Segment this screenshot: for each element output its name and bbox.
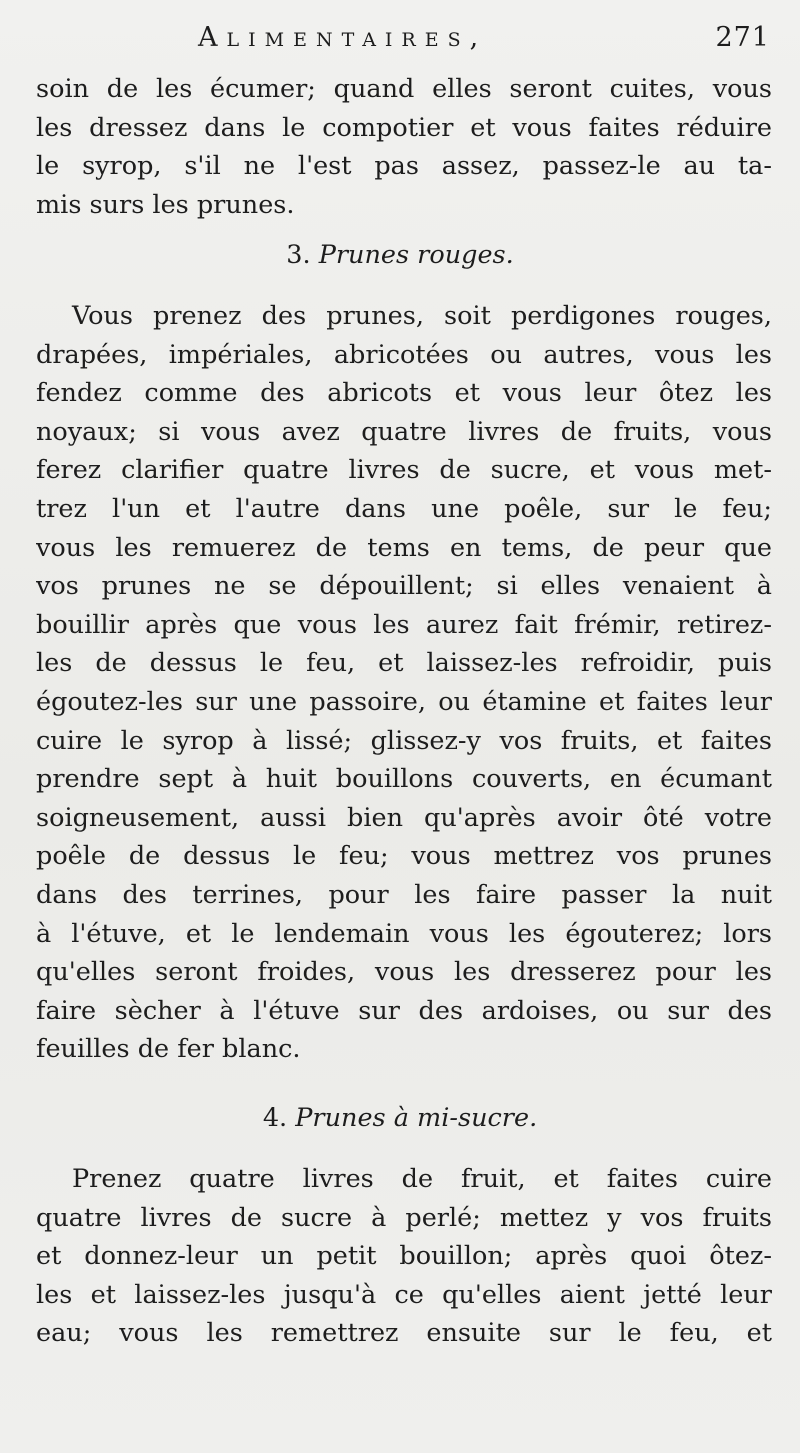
- text-line: Prenez quatre livres de fruit, et faites cuire: [72, 1164, 772, 1194]
- text-line: noyaux; si vous avez quatre livres de fruits, vous: [36, 416, 772, 447]
- text-line: et donnez-leur un petit bouillon; après quoi ôtez-: [36, 1241, 772, 1272]
- paragraph-prunes-a-mi-sucre: [36, 1160, 772, 1353]
- section-number: 3.: [286, 240, 311, 270]
- text-line: faire sècher à l'étuve sur des ardoises, ou sur des: [36, 995, 772, 1026]
- text-line: fendez comme des abricots et vous leur ôtez les: [36, 378, 772, 409]
- text-line: feuilles de fer blanc.: [36, 1034, 301, 1065]
- text-line: vous les remuerez de tems en tems, de peur que: [36, 532, 772, 563]
- text-line: vos prunes ne se dépouillent; si elles venaient à: [36, 571, 772, 602]
- text-line: cuire le syrop à lissé; glissez-y vos fruits, et faites: [36, 725, 772, 756]
- text-line: eau; vous les remettrez ensuite sur le feu, et: [36, 1318, 772, 1349]
- text-line: Vous prenez des prunes, soit perdigones rouges,: [72, 301, 772, 331]
- page-header: [0, 22, 800, 62]
- text-line: qu'elles seront froides, vous les dresserez pour les: [36, 957, 772, 988]
- text-line: les dressez dans le compotier et vous faites réduire: [36, 112, 772, 143]
- text-line: dans des terrines, pour les faire passer la nuit: [36, 879, 772, 910]
- running-title: Alimentaires,: [198, 22, 488, 53]
- section-number: 4.: [262, 1103, 288, 1133]
- section-heading-prunes-a-mi-sucre: [0, 1103, 800, 1133]
- paragraph-continued: [36, 70, 772, 224]
- section-heading-prunes-rouges: [0, 240, 800, 270]
- text-line: poêle de dessus le feu; vous mettrez vos prunes: [36, 841, 772, 872]
- section-title: Prunes à mi-sucre.: [295, 1103, 538, 1133]
- text-line: à l'étuve, et le lendemain vous les égouterez; lors: [36, 918, 772, 949]
- text-line: bouillir après que vous les aurez fait frémir, retirez-: [36, 609, 772, 640]
- text-line: égoutez-les sur une passoire, ou étamine et faites leur: [36, 686, 772, 717]
- text-line: le syrop, s'il ne l'est pas assez, passez-le au ta-: [36, 151, 772, 182]
- text-line: prendre sept à huit bouillons couverts, en écumant: [36, 764, 772, 795]
- text-line: drapées, impériales, abricotées ou autres, vous les: [36, 339, 772, 370]
- text-line: soin de les écumer; quand elles seront cuites, vous: [36, 74, 772, 104]
- text-line: soigneusement, aussi bien qu'après avoir ôté votre: [36, 802, 772, 833]
- text-line: trez l'un et l'autre dans une poêle, sur le feu;: [36, 493, 772, 524]
- text-line: mis surs les prunes.: [36, 189, 295, 220]
- paragraph-prunes-rouges: [36, 297, 772, 1069]
- text-line: les et laissez-les jusqu'à ce qu'elles aient jetté leur: [36, 1279, 772, 1310]
- page-number: 271: [715, 22, 770, 53]
- text-line: quatre livres de sucre à perlé; mettez y vos fruits: [36, 1202, 772, 1233]
- text-line: ferez clarifier quatre livres de sucre, et vous met-: [36, 455, 772, 486]
- section-title: Prunes rouges.: [318, 240, 514, 270]
- text-line: les de dessus le feu, et laissez-les refroidir, puis: [36, 648, 772, 679]
